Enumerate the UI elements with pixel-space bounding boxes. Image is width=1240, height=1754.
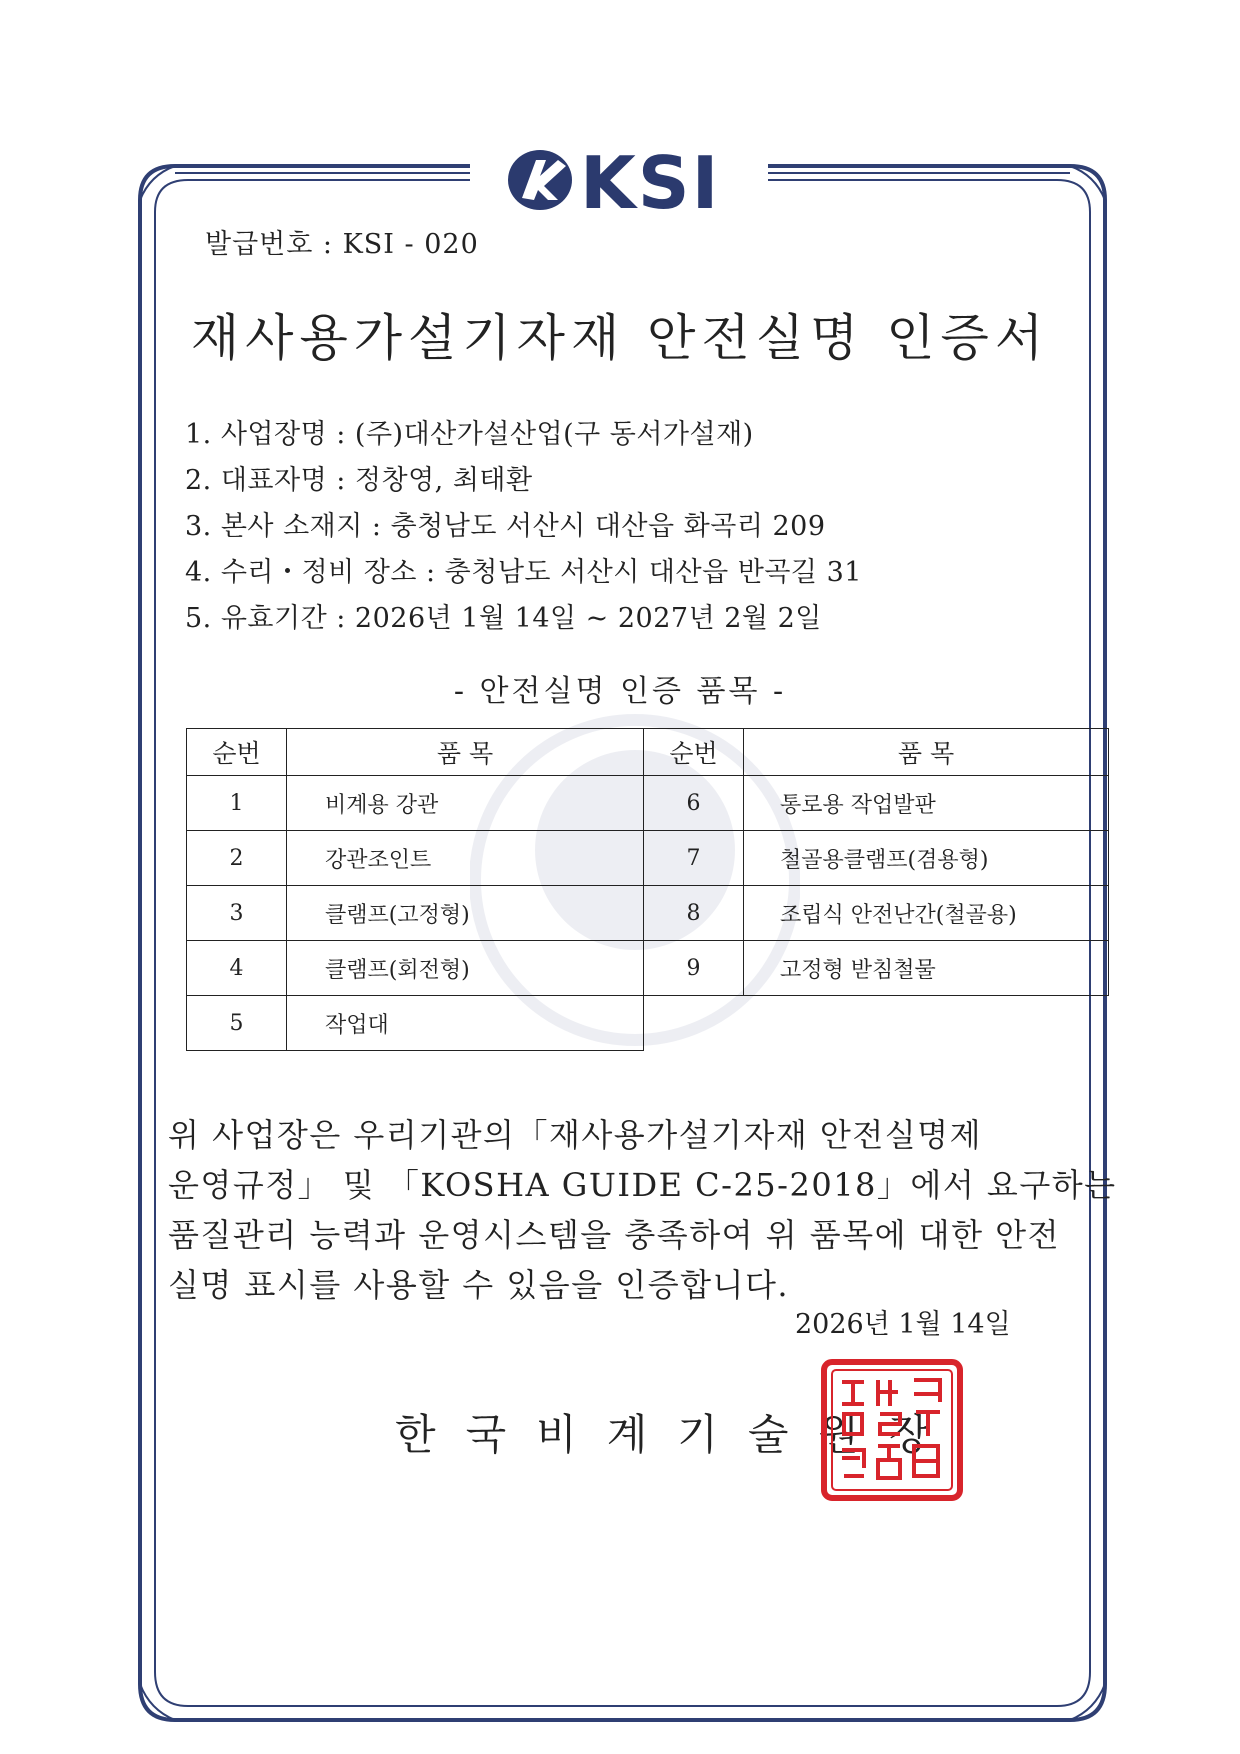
seq-cell: 9 <box>644 941 744 996</box>
header-seq: 순번 <box>187 729 287 776</box>
info-line-representative: 2. 대표자명 : 정창영, 최태환 <box>185 465 533 496</box>
certificate-title: 재사용가설기자재 안전실명 인증서 <box>190 309 1050 367</box>
item-cell: 클램프(고정형) <box>287 886 644 941</box>
table-row <box>187 996 1109 1051</box>
body-paragraph-line-1: 위 사업장은 우리기관의「재사용가설기자재 안전실명제 <box>168 1116 982 1154</box>
item-cell: 조립식 안전난간(철골용) <box>744 886 1109 941</box>
seq-cell: 5 <box>187 996 287 1051</box>
body-paragraph-line-2: 운영규정」 및 「KOSHA GUIDE C-25-2018」에서 요구하는 <box>168 1166 1117 1204</box>
seq-cell: 7 <box>644 831 744 886</box>
table-header-row <box>187 729 1109 776</box>
logo-text: KSI <box>580 141 721 218</box>
ksi-logo <box>500 138 760 218</box>
seq-cell: 1 <box>187 776 287 831</box>
item-cell: 클램프(회전형) <box>287 941 644 996</box>
empty-cell <box>644 996 1109 1051</box>
table-row <box>187 776 1109 831</box>
body-paragraph-line-3: 품질관리 능력과 운영시스템을 충족하여 위 품목에 대한 안전 <box>168 1216 1061 1254</box>
item-cell: 철골용클램프(겸용형) <box>744 831 1109 886</box>
info-line-business-name: 1. 사업장명 : (주)대산가설산업(구 동서가설재) <box>185 419 754 450</box>
item-cell: 통로용 작업발판 <box>744 776 1109 831</box>
issuing-organization: 한국비계기술원장 <box>395 1410 960 1459</box>
issue-date: 2026년 1월 14일 <box>795 1309 1011 1340</box>
info-line-repair-site: 4. 수리・정비 장소 : 충청남도 서산시 대산읍 반곡길 31 <box>185 557 862 588</box>
header-item-2: 품 목 <box>744 729 1109 776</box>
info-line-head-office: 3. 본사 소재지 : 충청남도 서산시 대산읍 화곡리 209 <box>185 511 826 542</box>
table-row <box>187 941 1109 996</box>
seq-cell: 2 <box>187 831 287 886</box>
header-item: 품 목 <box>287 729 644 776</box>
body-paragraph-line-4: 실명 표시를 사용할 수 있음을 인증합니다. <box>168 1266 790 1304</box>
certified-items-table <box>186 728 1109 1051</box>
info-line-validity: 5. 유효기간 : 2026년 1월 14일 ~ 2027년 2월 2일 <box>185 603 822 634</box>
seq-cell: 6 <box>644 776 744 831</box>
seq-cell: 8 <box>644 886 744 941</box>
item-cell: 작업대 <box>287 996 644 1051</box>
item-cell: 강관조인트 <box>287 831 644 886</box>
item-cell: 고정형 받침철물 <box>744 941 1109 996</box>
table-row <box>187 831 1109 886</box>
header-seq-2: 순번 <box>644 729 744 776</box>
seq-cell: 3 <box>187 886 287 941</box>
section-title: - 안전실명 인증 품목 - <box>453 674 787 709</box>
table-row <box>187 886 1109 941</box>
seal-text: 재단법인한국비계기술원장인 <box>892 1497 918 1499</box>
issue-number: 발급번호 : KSI - 020 <box>205 229 479 260</box>
official-seal-stamp <box>820 1358 964 1502</box>
item-cell: 비계용 강관 <box>287 776 644 831</box>
seq-cell: 4 <box>187 941 287 996</box>
